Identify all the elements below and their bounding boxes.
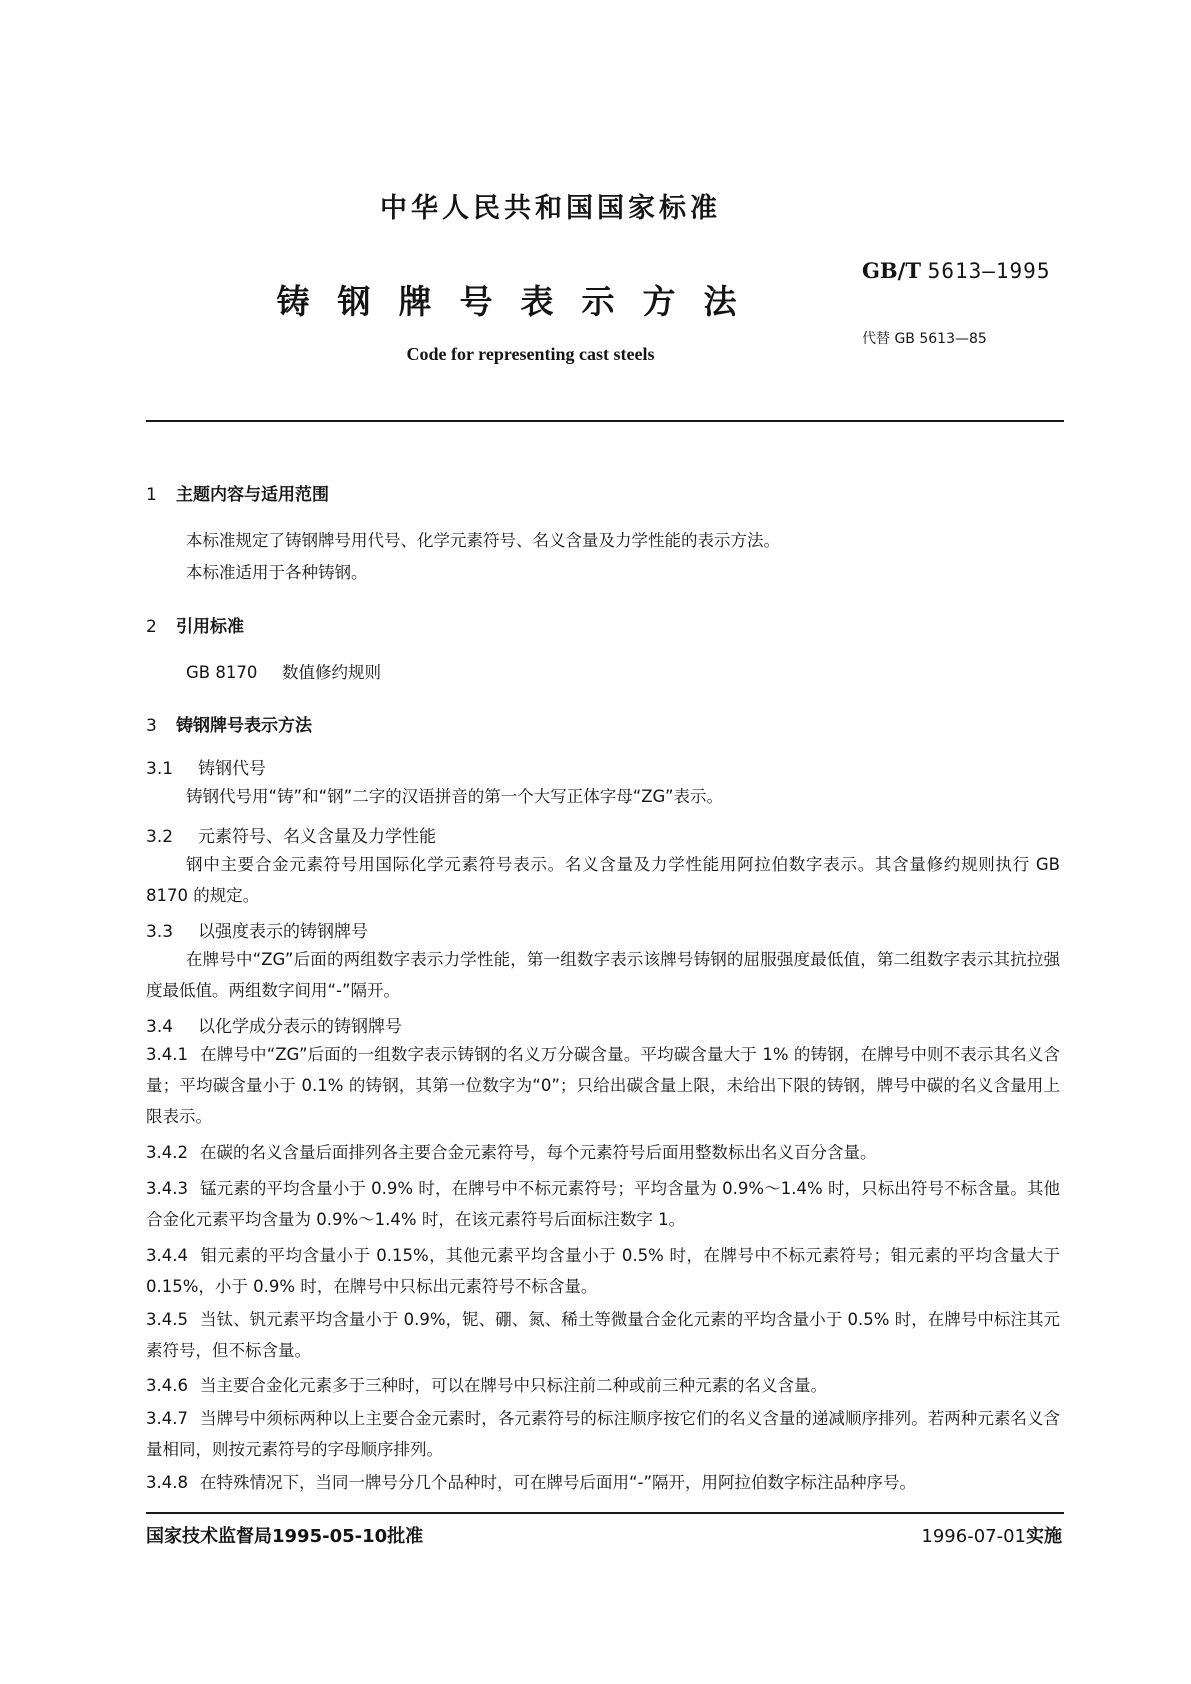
clause-3-2-heading	[146, 822, 436, 847]
clause-3-4-5	[146, 1304, 1060, 1366]
section-title: 铸钢牌号表示方法	[176, 716, 312, 736]
normative-reference	[146, 657, 1060, 688]
clause-3-4-8	[146, 1467, 1060, 1498]
clause-number: 3.4.1	[146, 1045, 188, 1064]
effective-label: 实施	[1026, 1526, 1062, 1547]
section-1-paragraph-2: 本标准适用于各种铸钢。	[186, 563, 368, 582]
clause-3-4-3	[146, 1173, 1060, 1235]
clause-text: 在牌号中“ZG”后面的一组数字表示铸钢的名义万分碳含量。平均碳含量大于 1% 的铸钢，在牌号中则不表示其名义含量；平均碳含量小于 0.1% 的铸钢，其第一位数字为“0”；只给出碳含量上限，未给出下限的铸钢，牌号中碳的名义含量用上限表示。	[146, 1045, 1060, 1126]
section-number: 3	[146, 716, 157, 736]
clause-3-1-heading	[146, 754, 266, 779]
clause-text: 钼元素的平均含量小于 0.15%，其他元素平均含量小于 0.5% 时，在牌号中不标元素符号；钼元素的平均含量大于 0.15%，小于 0.9% 时，在牌号中只标出元素符号不标含量。	[146, 1246, 1060, 1296]
clause-text: 在碳的名义含量后面排列各主要合金元素符号，每个元素符号后面用整数标出名义百分含量。	[200, 1143, 877, 1162]
clause-number: 3.2	[146, 827, 174, 847]
clause-3-4-6	[146, 1370, 1060, 1401]
clause-title: 以化学成分表示的铸钢牌号	[198, 1017, 402, 1037]
reference-code: GB 8170	[186, 663, 258, 682]
clause-3-3-heading	[146, 917, 368, 942]
header-divider	[146, 420, 1064, 422]
effective-date: 1996-07-01	[921, 1526, 1026, 1547]
clause-text: 当钛、钒元素平均含量小于 0.9%，铌、硼、氮、稀土等微量合金化元素的平均含量小于 0.5% 时，在牌号中标注其元素符号，但不标含量。	[146, 1310, 1060, 1360]
clause-3-4-7	[146, 1403, 1060, 1465]
national-standard-title: 中华人民共和国国家标准	[380, 193, 721, 224]
section-2-heading	[146, 612, 244, 637]
clause-number: 3.4	[146, 1017, 174, 1037]
section-1-heading	[146, 480, 329, 505]
clause-number: 3.4.6	[146, 1376, 188, 1395]
clause-number: 3.3	[146, 922, 174, 942]
clause-number: 3.4.3	[146, 1179, 188, 1198]
clause-3-3-text: 在牌号中“ZG”后面的两组数字表示力学性能，第一组数字表示该牌号铸钢的屈服强度最低值，第二组数字表示其抗拉强度最低值。两组数字间用“-”隔开。	[146, 950, 1060, 1000]
section-number: 1	[146, 485, 157, 505]
clause-3-1-text: 铸钢代号用“铸”和“钢”二字的汉语拼音的第一个大写正体字母“ZG”表示。	[186, 787, 724, 806]
clause-text: 当牌号中须标两种以上主要合金元素时，各元素符号的标注顺序按它们的名义含量的递减顺序排列。若两种元素名义含量相同，则按元素符号的字母顺序排列。	[146, 1409, 1060, 1459]
section-3-heading	[146, 711, 312, 736]
document-title-zh: 铸钢牌号表示方法	[276, 282, 765, 321]
clause-number: 3.4.4	[146, 1246, 188, 1265]
clause-3-4-heading	[146, 1012, 402, 1037]
effective-statement	[880, 1522, 1062, 1548]
clause-3-4-2	[146, 1137, 1060, 1168]
replaces-standard: 代替 GB 5613—85	[862, 331, 987, 347]
clause-text: 当主要合金化元素多于三种时，可以在牌号中只标注前二种或前三种元素的名义含量。	[200, 1376, 827, 1395]
section-title: 引用标准	[176, 617, 244, 637]
clause-3-4-1	[146, 1039, 1060, 1132]
clause-number: 3.4.7	[146, 1409, 188, 1428]
clause-text: 在特殊情况下，当同一牌号分几个品种时，可在牌号后面用“-”隔开，用阿拉伯数字标注品种序号。	[200, 1473, 917, 1492]
clause-number: 3.4.2	[146, 1143, 188, 1162]
section-title: 主题内容与适用范围	[176, 485, 329, 505]
standard-number: 5613—1995	[927, 259, 1051, 283]
footer-divider	[146, 1512, 1064, 1514]
clause-3-2-text: 钢中主要合金元素符号用国际化学元素符号表示。名义含量及力学性能用阿拉伯数字表示。其含量修约规则执行 GB 8170 的规定。	[146, 855, 1060, 905]
clause-title: 以强度表示的铸钢牌号	[198, 922, 368, 942]
clause-number: 3.4.8	[146, 1473, 188, 1492]
document-title-en: Code for representing cast steels	[406, 344, 655, 364]
section-1-paragraph-1: 本标准规定了铸钢牌号用代号、化学元素符号、名义含量及力学性能的表示方法。	[186, 531, 780, 550]
approval-statement: 国家技术监督局1995-05-10批准	[146, 1526, 424, 1547]
clause-text: 锰元素的平均含量小于 0.9% 时，在牌号中不标元素符号；平均含量为 0.9%～1.4% 时，只标出符号不标含量。其他合金化元素平均含量为 0.9%～1.4% 时，在该元素符号后面标注数字 1。	[146, 1179, 1060, 1229]
clause-number: 3.1	[146, 759, 174, 779]
clause-number: 3.4.5	[146, 1310, 188, 1329]
clause-title: 元素符号、名义含量及力学性能	[198, 827, 436, 847]
clause-3-4-4	[146, 1240, 1060, 1302]
reference-title: 数值修约规则	[282, 663, 381, 682]
section-number: 2	[146, 617, 157, 637]
standard-prefix: GB/T	[862, 258, 921, 283]
clause-title: 铸钢代号	[198, 759, 266, 779]
